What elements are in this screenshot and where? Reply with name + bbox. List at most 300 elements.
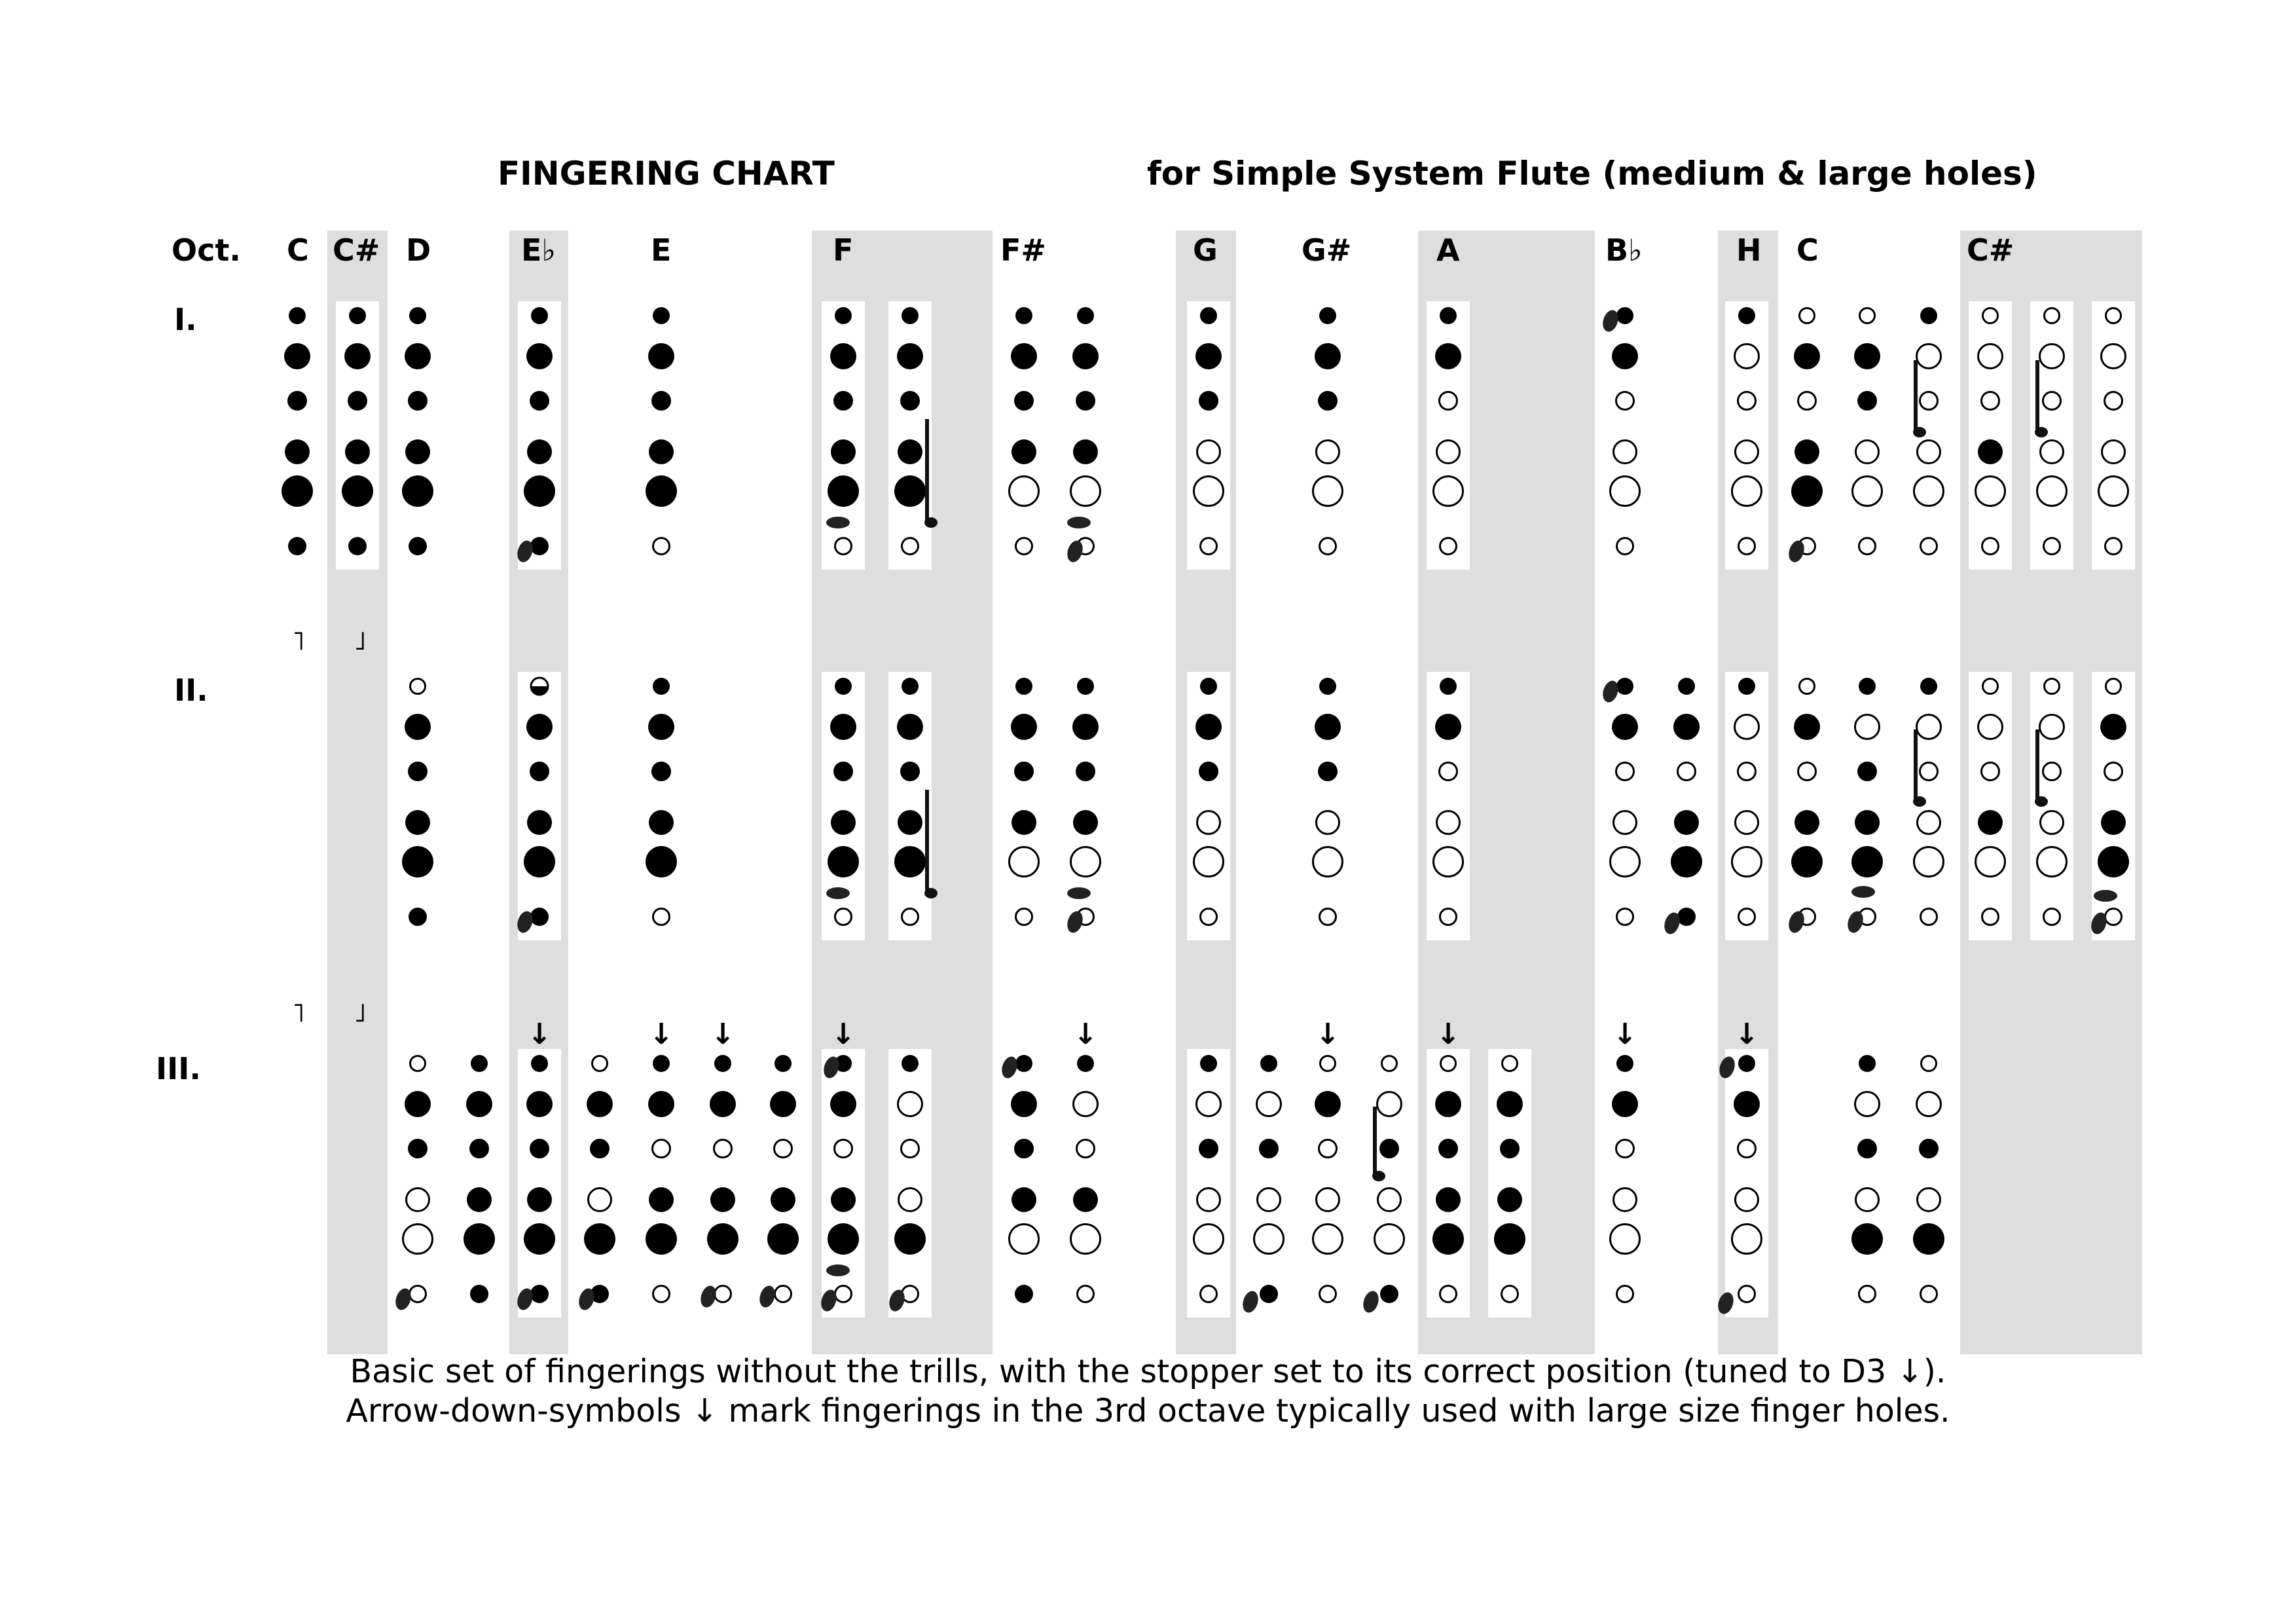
open-hole (1319, 1140, 1337, 1158)
open-hole (1798, 763, 1816, 781)
open-hole (1197, 811, 1220, 834)
key-marker (698, 1283, 718, 1309)
closed-hole (1857, 762, 1877, 781)
closed-hole (2101, 810, 2126, 835)
open-hole (1855, 715, 1880, 739)
fingering-column-bg (518, 672, 561, 940)
closed-hole (1438, 1139, 1458, 1158)
closed-hole (653, 678, 670, 695)
note-header: C (287, 232, 309, 268)
open-hole (1853, 477, 1882, 506)
closed-hole (531, 307, 548, 324)
closed-hole (1379, 1139, 1399, 1158)
open-hole (2106, 679, 2121, 694)
closed-hole (831, 810, 856, 835)
closed-hole (348, 537, 367, 555)
closed-hole (408, 1139, 428, 1158)
closed-hole (1854, 343, 1880, 369)
open-hole (1016, 909, 1032, 925)
closed-hole (402, 475, 433, 507)
closed-hole (1435, 714, 1461, 740)
closed-hole (1859, 1055, 1876, 1072)
closed-hole (900, 391, 920, 411)
note-header: G (1193, 232, 1218, 268)
trill-bar-key (2035, 796, 2048, 807)
open-hole (1201, 1286, 1217, 1302)
arrow-down-marker: ↓ (649, 1018, 674, 1051)
open-hole (1978, 715, 2003, 739)
closed-hole (527, 810, 552, 835)
closed-hole (1200, 307, 1217, 324)
closed-hole (646, 1223, 677, 1255)
open-hole (1982, 392, 1999, 410)
closed-hole (1014, 1139, 1034, 1158)
open-hole (592, 1056, 608, 1071)
arrow-down-marker: ↓ (1073, 1018, 1098, 1051)
open-hole (1614, 441, 1637, 464)
closed-hole (830, 343, 856, 369)
open-hole (1313, 477, 1343, 506)
closed-hole (1612, 343, 1638, 369)
open-hole (1257, 1092, 1281, 1116)
open-hole (1739, 909, 1755, 925)
open-hole (1732, 847, 1762, 877)
open-hole (1317, 1189, 1339, 1211)
closed-hole (1315, 1091, 1341, 1117)
closed-hole (1199, 762, 1218, 781)
closed-hole (1920, 678, 1937, 695)
fingering-column-bg (888, 1049, 932, 1318)
closed-hole (1738, 307, 1755, 324)
closed-hole (648, 343, 674, 369)
chart-title: FINGERING CHART (498, 155, 835, 193)
octave-label: III. (156, 1051, 201, 1086)
closed-hole (405, 439, 430, 464)
closed-hole (1076, 391, 1095, 411)
open-hole (1732, 1225, 1762, 1254)
closed-hole (405, 343, 431, 369)
open-hole (1616, 392, 1634, 410)
closed-hole (1794, 343, 1820, 369)
closed-hole (284, 343, 310, 369)
closed-hole (1919, 1139, 1939, 1158)
note-header: A (1436, 232, 1460, 268)
open-hole (1197, 441, 1220, 464)
open-hole (2105, 909, 2122, 925)
closed-hole (894, 475, 926, 507)
closed-hole (1794, 714, 1820, 740)
closed-hole (348, 391, 367, 411)
closed-hole (1011, 810, 1036, 835)
trill-bar (2035, 729, 2039, 802)
open-hole (1254, 1225, 1284, 1254)
open-hole (1378, 1189, 1401, 1211)
note-header: C (1796, 232, 1819, 268)
closed-hole (344, 343, 371, 369)
fingering-column-bg (1969, 672, 2012, 940)
closed-hole (651, 762, 671, 781)
open-hole (1437, 441, 1460, 464)
trill-bar-key (1372, 1171, 1385, 1181)
octave-label: I. (174, 302, 197, 337)
closed-hole (902, 307, 919, 324)
fingering-column-bg (1427, 301, 1470, 570)
closed-hole (831, 1187, 856, 1212)
fingering-column-bg (2030, 672, 2073, 940)
open-hole (1735, 344, 1759, 369)
open-hole (1313, 847, 1343, 877)
closed-hole (527, 439, 552, 464)
closed-hole (649, 810, 674, 835)
closed-hole (902, 678, 919, 695)
open-hole (1434, 477, 1463, 506)
open-hole (1617, 1286, 1633, 1302)
open-hole (1921, 909, 1937, 925)
closed-hole (828, 846, 859, 877)
open-hole (2040, 715, 2064, 739)
closed-hole (349, 307, 366, 324)
open-hole (410, 1056, 426, 1071)
key-marker (757, 1283, 777, 1309)
fingering-column-bg (518, 301, 561, 570)
open-hole (1917, 344, 1941, 369)
open-hole (1016, 538, 1032, 555)
trill-bar-key (924, 888, 938, 898)
closed-hole (1734, 1091, 1760, 1117)
closed-hole (1497, 1091, 1523, 1117)
closed-hole (526, 343, 553, 369)
closed-hole (1076, 762, 1095, 781)
closed-hole (1380, 1285, 1398, 1303)
closed-hole (1435, 343, 1461, 369)
open-hole (715, 1286, 731, 1302)
open-hole (653, 909, 670, 925)
closed-hole (1677, 908, 1696, 926)
closed-hole (1432, 1223, 1464, 1255)
closed-hole (653, 1055, 670, 1072)
closed-hole (653, 307, 670, 324)
side-key (826, 1264, 850, 1276)
open-hole (1738, 763, 1756, 781)
fingering-column-bg (1725, 1049, 1768, 1318)
trill-bar-key (2035, 427, 2048, 437)
open-hole (835, 538, 852, 555)
closed-hole (1073, 810, 1098, 835)
trill-bar (925, 419, 929, 523)
fingering-column-bg (1427, 672, 1470, 940)
open-hole (1914, 477, 1944, 506)
closed-hole (828, 475, 859, 507)
open-hole (1201, 909, 1217, 925)
closed-hole (1199, 1139, 1218, 1158)
closed-hole (1315, 714, 1341, 740)
closed-hole (530, 537, 549, 555)
open-hole (1976, 847, 2005, 877)
open-hole (2106, 308, 2121, 323)
closed-hole (649, 1187, 674, 1212)
closed-hole (651, 391, 671, 411)
trill-bar (925, 790, 929, 893)
trill-bar-key (1913, 427, 1926, 437)
closed-hole (1072, 343, 1099, 369)
closed-hole (900, 762, 920, 781)
open-hole (1197, 1092, 1221, 1116)
closed-hole (1978, 439, 2003, 464)
closed-hole (1073, 439, 1098, 464)
closed-hole (833, 391, 853, 411)
closed-hole (1077, 678, 1094, 695)
key-marker (999, 1054, 1019, 1080)
open-hole (1736, 1189, 1758, 1211)
open-hole (1071, 477, 1101, 506)
open-hole (1440, 392, 1457, 410)
open-hole (1077, 1140, 1095, 1158)
arrow-down-marker: ↓ (1734, 1018, 1759, 1051)
open-hole (1614, 1189, 1637, 1211)
open-hole (2043, 392, 2061, 410)
side-key (1851, 886, 1875, 898)
closed-hole (467, 1187, 492, 1212)
open-hole (1441, 1056, 1456, 1071)
open-hole (1440, 1286, 1457, 1302)
closed-hole (526, 1091, 553, 1117)
open-hole (1678, 763, 1696, 781)
closed-hole (1436, 1187, 1461, 1212)
closed-hole (1014, 391, 1034, 411)
octave-label: II. (174, 673, 208, 708)
closed-hole (649, 439, 674, 464)
fingering-column-bg (396, 1049, 439, 1318)
open-hole (1982, 909, 1999, 925)
closed-hole (530, 1139, 549, 1158)
closed-hole (345, 439, 370, 464)
fingering-column-bg (822, 672, 865, 940)
side-key (1067, 517, 1091, 528)
fingering-column-bg (1725, 301, 1768, 570)
fingering-column-bg (518, 1049, 561, 1318)
ornament-glyph-oct2: ˥ (292, 626, 305, 656)
open-hole (1074, 1092, 1098, 1116)
open-hole (1010, 847, 1039, 877)
caption-line-1: Basic set of fingerings without the trills, with the stopper set to its correct position (tuned to D3 ↓). (350, 1353, 1946, 1390)
open-hole (1194, 477, 1224, 506)
closed-hole (1855, 810, 1880, 835)
open-hole (1611, 477, 1640, 506)
trill-bar (2035, 360, 2039, 432)
closed-hole (405, 714, 431, 740)
open-hole (1437, 811, 1460, 834)
closed-hole (466, 1091, 492, 1117)
closed-hole (1015, 678, 1032, 695)
closed-hole (902, 1055, 919, 1072)
open-hole (1736, 811, 1758, 834)
open-hole (1010, 477, 1039, 506)
open-hole (1611, 1225, 1640, 1254)
open-hole (2037, 847, 2067, 877)
open-hole (1982, 763, 1999, 781)
arrow-down-marker: ↓ (1315, 1018, 1340, 1051)
closed-hole (1195, 714, 1222, 740)
trill-bar-key (1913, 796, 1926, 807)
closed-hole (1795, 439, 1819, 464)
closed-hole (1612, 1091, 1638, 1117)
open-hole (1914, 847, 1944, 877)
open-hole (1735, 715, 1759, 739)
trill-bar (1914, 360, 1918, 432)
closed-hole (1674, 810, 1699, 835)
closed-hole (342, 475, 373, 507)
closed-hole (1077, 1055, 1094, 1072)
open-hole (902, 1140, 919, 1158)
open-hole (1983, 308, 1998, 323)
chart-subtitle: for Simple System Flute (medium & large holes) (1147, 155, 2037, 193)
closed-hole (1795, 810, 1819, 835)
closed-hole (405, 1091, 431, 1117)
open-hole (2102, 344, 2126, 369)
closed-hole (527, 1187, 552, 1212)
closed-hole (1260, 1285, 1278, 1303)
closed-hole (894, 1223, 926, 1255)
open-hole (1736, 441, 1758, 464)
closed-hole (1920, 307, 1937, 324)
closed-hole (464, 1223, 495, 1255)
fingering-column-bg (1187, 672, 1230, 940)
fingering-column-bg (1187, 1049, 1230, 1318)
open-hole (1798, 392, 1816, 410)
open-hole (2105, 763, 2123, 781)
open-hole (2041, 811, 2064, 834)
closed-hole (524, 1223, 555, 1255)
closed-hole (767, 1223, 799, 1255)
closed-hole (409, 307, 426, 324)
closed-hole (648, 714, 674, 740)
closed-hole (1851, 1223, 1883, 1255)
fingering-column-bg (1488, 1049, 1531, 1318)
arrow-down-marker: ↓ (1613, 1018, 1637, 1051)
closed-hole (288, 537, 306, 555)
closed-hole (1011, 714, 1037, 740)
side-key (2094, 890, 2117, 902)
closed-hole (1200, 1055, 1217, 1072)
open-hole (1320, 1286, 1336, 1302)
open-hole (1614, 811, 1637, 834)
closed-hole (2098, 846, 2129, 877)
open-hole (1921, 1286, 1937, 1302)
closed-hole (469, 1139, 489, 1158)
closed-hole (835, 307, 852, 324)
side-key (826, 517, 850, 528)
fingering-column-bg (1427, 1049, 1470, 1318)
open-hole (1800, 308, 1815, 323)
closed-hole (530, 391, 549, 411)
open-hole (2037, 477, 2067, 506)
trill-bar (1373, 1107, 1377, 1176)
closed-hole (1318, 762, 1338, 781)
closed-hole (1857, 391, 1877, 411)
open-hole (714, 1140, 732, 1158)
open-hole (653, 1140, 670, 1158)
fingering-column-bg (1725, 672, 1768, 940)
closed-hole (1494, 1223, 1525, 1255)
closed-hole (1673, 714, 1700, 740)
closed-hole (830, 1091, 856, 1117)
arrow-down-marker: ↓ (831, 1018, 856, 1051)
closed-hole (405, 810, 430, 835)
closed-hole (894, 846, 926, 877)
closed-hole (1200, 678, 1217, 695)
closed-hole (1616, 678, 1633, 695)
closed-hole (1616, 307, 1633, 324)
open-hole (410, 679, 426, 694)
trill-bar (1914, 729, 1918, 802)
open-hole (653, 1286, 670, 1302)
open-hole (1616, 763, 1634, 781)
arrow-down-marker: ↓ (710, 1018, 735, 1051)
closed-hole (1319, 307, 1336, 324)
ornament-glyph-oct3: ˥ (292, 998, 305, 1028)
note-header: C# (1967, 232, 2014, 268)
open-hole (1738, 392, 1756, 410)
open-hole (1313, 1225, 1343, 1254)
open-hole (1201, 538, 1217, 555)
closed-hole (1497, 1187, 1522, 1212)
closed-hole (710, 1091, 736, 1117)
open-hole (1918, 441, 1941, 464)
closed-hole (584, 1223, 615, 1255)
arrow-down-marker: ↓ (527, 1018, 552, 1051)
fingering-column-bg (2092, 301, 2135, 570)
closed-hole (710, 1187, 735, 1212)
closed-hole (1011, 343, 1037, 369)
open-hole (1978, 344, 2003, 369)
ornament-glyph-alt-oct3: ˩ (354, 998, 367, 1028)
note-header: F (833, 232, 854, 268)
open-hole (1321, 1056, 1336, 1071)
closed-hole (285, 439, 310, 464)
open-hole (1611, 847, 1640, 877)
note-header: D (406, 232, 431, 268)
closed-hole (282, 475, 313, 507)
closed-hole (1671, 846, 1702, 877)
closed-hole (1440, 307, 1457, 324)
fingering-column-bg (1969, 301, 2012, 570)
open-hole (1617, 538, 1633, 555)
open-hole (1918, 1189, 1941, 1211)
closed-hole (774, 1055, 792, 1072)
closed-hole (1011, 439, 1036, 464)
note-header: G# (1302, 232, 1352, 268)
open-hole (1859, 538, 1876, 555)
closed-hole (831, 439, 856, 464)
closed-hole (835, 678, 852, 695)
closed-hole (1616, 1055, 1633, 1072)
closed-hole (524, 846, 555, 877)
closed-hole (287, 391, 307, 411)
open-hole (902, 909, 919, 925)
open-hole (2105, 538, 2122, 555)
closed-hole (648, 1091, 674, 1117)
closed-hole (402, 846, 433, 877)
open-hole (653, 538, 670, 555)
open-hole (2044, 909, 2060, 925)
open-hole (835, 909, 852, 925)
open-hole (1856, 441, 1879, 464)
closed-hole (1435, 1091, 1461, 1117)
closed-hole (408, 391, 428, 411)
open-hole (1922, 1056, 1937, 1071)
closed-hole (1015, 1285, 1033, 1303)
arrow-down-marker: ↓ (1436, 1018, 1461, 1051)
